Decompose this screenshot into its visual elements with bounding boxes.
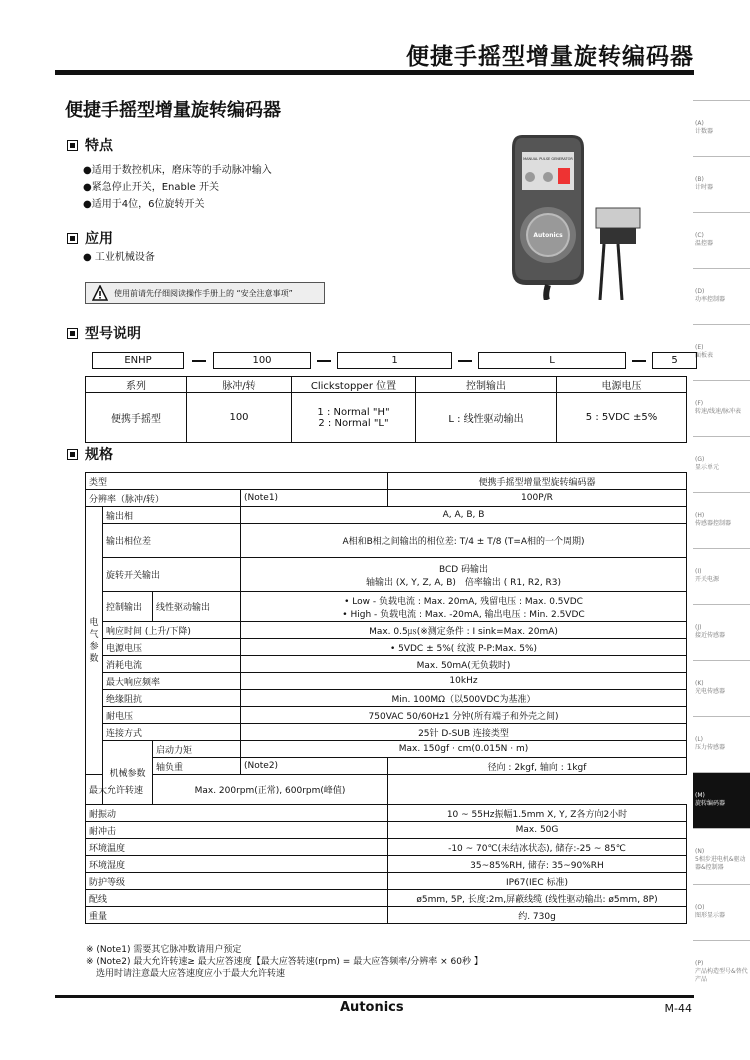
sidebar-item[interactable]: (F) 转速/线速/脉冲表 [693,380,750,436]
safety-warning: 使用前请先仔细阅读操作手册上的 “安全注意事项” [85,282,325,304]
section-marker-icon [67,140,78,151]
model-code-row [92,352,687,369]
model-code-box: ENHP [92,352,184,369]
table-row: 消耗电流 Max. 50mA(无负载时) [86,656,687,673]
table-row: 重量 约. 730g [86,907,687,924]
svg-text:MANUAL PULSE GENERATOR: MANUAL PULSE GENERATOR [523,157,573,161]
table-row: 电源电压 • 5VDC ± 5%( 纹波 P-P:Max. 5%) [86,639,687,656]
table-row: 系列 脉冲/转 Clickstopper 位置 控制输出 电源电压 [86,377,687,393]
sidebar-item[interactable]: (C) 温控器 [693,212,750,268]
spec-table [85,472,687,924]
sidebar-item[interactable]: (K) 光电传感器 [693,660,750,716]
table-row: 绝缘阻抗 Min. 100MΩ（以500VDC为基准） [86,690,687,707]
separator [317,360,331,362]
sidebar [693,100,750,996]
section-marker-icon [67,449,78,460]
sidebar-item[interactable]: (D) 功率控制器 [693,268,750,324]
table-row: 防护等级 IP67(IEC 标准) [86,873,687,890]
sidebar-item[interactable]: (N) 5相步进电机&驱动器&控制器 [693,828,750,884]
model-code-box: 1 [337,352,452,369]
sidebar-item[interactable]: (M) 旋转编码器 [693,772,750,828]
table-row: 便携手摇型 100 1 : Normal "H" 2 : Normal "L" L : 线性驱动输出 5 : 5VDC ±5% [86,393,687,443]
table-row: 最大允许转速 Max. 200rpm(正常), 600rpm(峰值) [86,775,687,805]
table-row: 分辨率（脉冲/转） (Note1) 100P/R [86,490,687,507]
footnote: ※ (Note2) 最大允许转速≥ 最大应答速度【最大应答转速(rpm) = 最大应答频率/分辨率 × 60秒 】 [86,957,483,967]
brand-logo: Autonics [340,1000,404,1015]
table-row: 环境温度 -10 ~ 70℃(未结冰状态), 储存:-25 ~ 85℃ [86,839,687,856]
sidebar-item[interactable]: (I) 开关电源 [693,548,750,604]
sidebar-item[interactable]: (P) 产品构造型号&替代产品 [693,940,750,996]
header-rule [55,70,694,75]
footnote: 选用时请注意最大应答速度应小于最大允许转速 [96,969,286,979]
header-title: 便捷手摇型增量旋转编码器 [406,44,694,70]
sidebar-item[interactable]: (A) 计数器 [693,100,750,156]
section-marker-icon [67,233,78,244]
table-row: 旋转开关输出 BCD 码输出 轴输出 (X, Y, Z, A, B) 倍率输出 ( R1, R2, R3) [86,558,687,592]
features-list [83,162,272,213]
table-row: 机械参数 启动力矩 Max. 150gf · cm(0.015N · m) [86,741,687,758]
table-row: 耐振动 10 ~ 55Hz振幅1.5mm X, Y, Z各方向2小时 [86,805,687,822]
specs-heading: 规格 [67,444,113,464]
model-code-box: L [478,352,626,369]
list-item: ●适用于4位，6位旋转开关 [83,199,205,210]
table-row: 类型 便携手摇型增量型旋转编码器 [86,473,687,490]
model-table [85,376,687,443]
table-row: 环境湿度 35~85%RH, 储存: 35~90%RH [86,856,687,873]
footnote: ※ (Note1) 需要其它脉冲数请用户预定 [86,945,242,955]
warning-icon [92,285,108,301]
section-marker-icon [67,328,78,339]
table-row: 最大响应频率 10kHz [86,673,687,690]
svg-text:Autonics: Autonics [533,232,563,239]
table-row: 耐电压 750VAC 50/60Hz1 分钟(所有端子和外壳之间) [86,707,687,724]
page-number: M-44 [664,1002,692,1015]
application-list [83,249,155,266]
features-heading: 特点 [67,135,113,155]
footer-rule [55,995,694,998]
list-item: ●适用于数控机床，磨床等的手动脉冲输入 [83,165,272,176]
table-row: 输出相位差 A相和B相之间输出的相位差: T/4 ± T/8 (T=A相的一个周期) [86,524,687,558]
list-item: ●紧急停止开关，Enable 开关 [83,182,219,193]
sidebar-item[interactable]: (J) 接近传感器 [693,604,750,660]
separator [632,360,646,362]
model-code-box: 5 [652,352,697,369]
model-heading: 型号说明 [67,323,141,343]
application-heading: 应用 [67,228,113,248]
table-row: 连接方式 25针 D-SUB 连接类型 [86,724,687,741]
table-row: 配线 ø5mm, 5P, 长度:2m,屏蔽线缆 (线性驱动输出: ø5mm, 8P) [86,890,687,907]
footnotes [86,944,483,980]
table-row: 响应时间 (上升/下降) Max. 0.5㎲(※测定条件 : I sink=Max. 20mA) [86,622,687,639]
product-image [500,130,660,300]
sidebar-item[interactable]: (E) 面板表 [693,324,750,380]
sidebar-item[interactable]: (H) 传感器控制器 [693,492,750,548]
table-row: 电气参数 输出相 A, A, B, B [86,507,687,524]
sidebar-item[interactable]: (L) 压力传感器 [693,716,750,772]
model-code-box: 100 [213,352,311,369]
list-item: ● 工业机械设备 [83,252,155,263]
sidebar-item[interactable]: (O) 图形显示器 [693,884,750,940]
sidebar-item[interactable]: (B) 计时器 [693,156,750,212]
page-title: 便捷手摇型增量旋转编码器 [65,100,281,121]
table-row: 轴负重 (Note2) 径向 : 2kgf, 轴向 : 1kgf [86,758,687,775]
separator [458,360,472,362]
table-row: 耐冲击 Max. 50G [86,822,687,839]
separator [192,360,206,362]
sidebar-item[interactable]: (G) 显示单元 [693,436,750,492]
table-row: 控制输出 线性驱动输出 • Low - 负载电流 : Max. 20mA, 残留电压 : Max. 0.5VDC • High - 负载电流 : Max. -20mA, 输出电压 : Min. 2.5VDC [86,592,687,622]
